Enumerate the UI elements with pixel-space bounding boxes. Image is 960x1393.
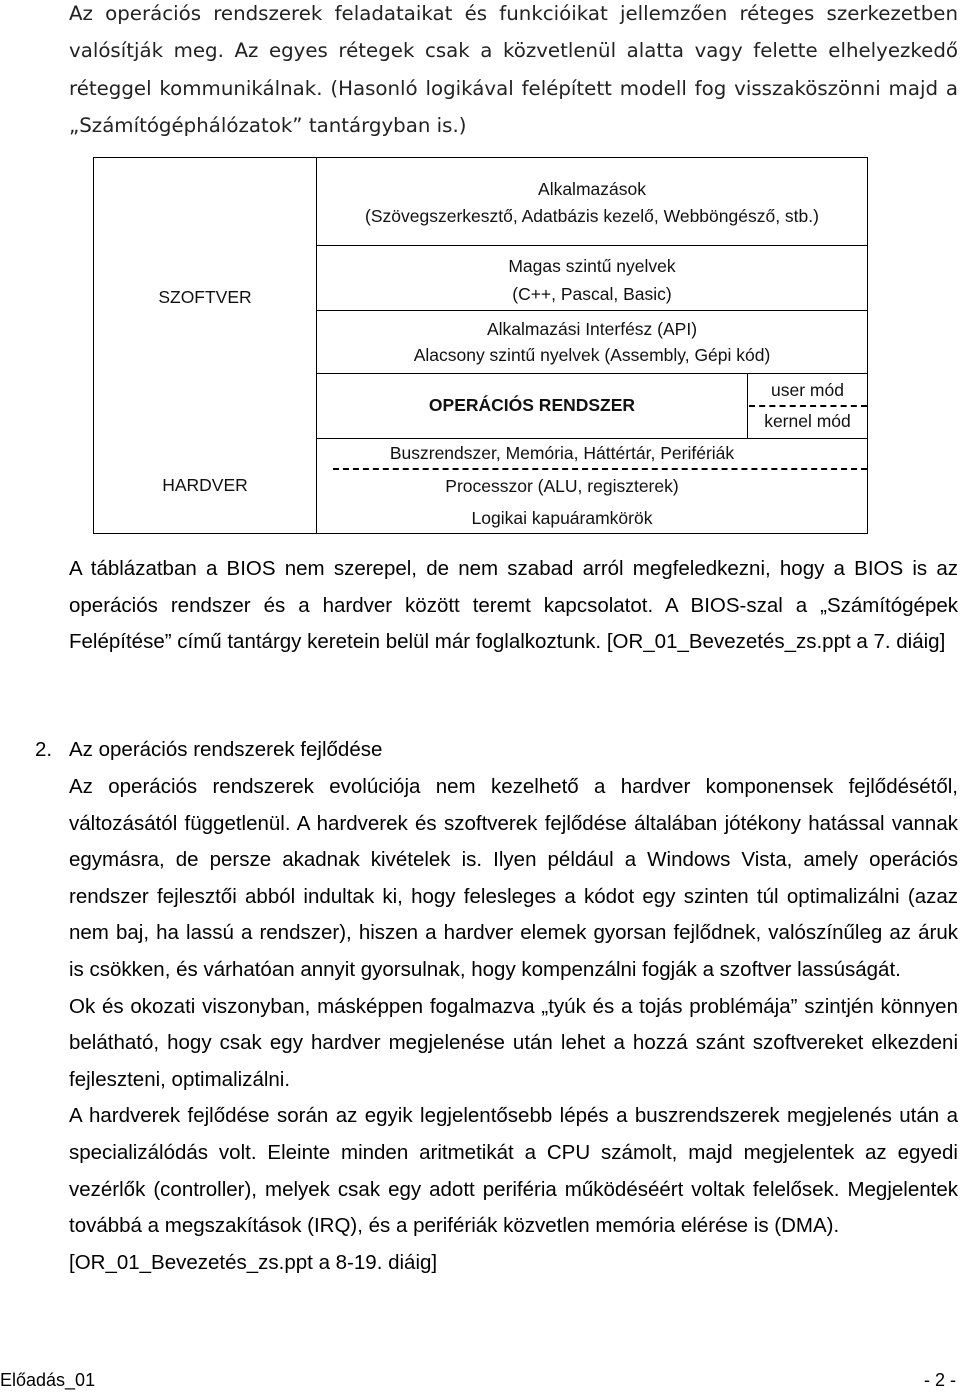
low-level-languages-label: Alacsony szintű nyelvek (Assembly, Gépi kód) — [413, 345, 771, 365]
section-number: 2. — [35, 738, 53, 761]
section-paragraph: A hardverek fejlődése során az egyik legjelentősebb lépés a buszrendszerek megjelenés után a specializálódás volt. Eleinte minden aritmetikát a CPU számolt, majd megjelentek az egyedi vezérlők (controller), melyek csak egy adott periféria működéséért voltak felelősek. Megjelentek továbbá a megszakítások (IRQ), és a perifériák közvetlen memória elérése is (DMA). — [69, 1104, 958, 1238]
applications-title: Alkalmazások — [538, 179, 646, 199]
user-mode-label: user mód — [771, 380, 844, 400]
section-paragraph: Az operációs rendszerek evolúciója nem kezelhető a hardver komponensek fejlődésétől, változásától függetlenül. A hardverek és szoftverek fejlődése általában jótékony hatással vannak egymásra, de persze akadnak kivételek is. Ilyen például a Windows Vista, amely operációs rendszer fejlesztői abból indultak ki, hogy felesleges a kódot egy szinten túl optimalizálni (azaz nem baj, ha lassú a rendszer), hiszen a hardver elemek gyorsan fejlődnek, valószínűleg az áruk is csökken, és várhatóan annyit gyorsulnak, hogy kompenzálni fogják a szoftver lassúságát. — [69, 775, 958, 981]
section-paragraph: Ok és okozati viszonyban, másképpen fogalmazva „tyúk és a tojás problémája” szintjén könnyen belátható, hogy csak egy hardver megjelenése után lehet a hozzá szánt szoftvereket elkezdeni fejleszteni, optimalizálni. — [69, 994, 958, 1091]
high-level-languages-title: Magas szintű nyelvek — [508, 256, 676, 276]
section-body — [69, 769, 958, 1281]
section-heading — [35, 732, 382, 769]
operating-system-label: OPERÁCIÓS RENDSZER — [428, 395, 636, 415]
layer-high-level-languages — [316, 245, 868, 311]
diagram-right-column — [316, 157, 868, 534]
bus-label: Buszrendszer, Memória, Háttértár, Perifériák — [389, 443, 735, 463]
layer-mode — [747, 373, 868, 439]
section-reference: [OR_01_Bevezetés_zs.ppt a 8-19. diáig] — [69, 1250, 438, 1274]
high-level-languages-examples: (C++, Pascal, Basic) — [512, 284, 672, 304]
user-kernel-divider — [749, 405, 867, 407]
intro-paragraph: Az operációs rendszerek feladataikat és funkcióikat jellemzően réteges szerkezetben valósítják meg. Az egyes rétegek csak a közvetlenül alatta vagy felette elhelyezkedő réteggel kommunikálnak. (Hasonló logikával felépített modell fog visszaköszönni majd a „Számítógéphálózatok” tantárgyban is.) — [69, 2, 958, 137]
layer-operating-system — [316, 373, 748, 439]
footer-lecture-label: Előadás_01 — [0, 1370, 96, 1390]
bios-paragraph: A táblázatban a BIOS nem szerepel, de nem szabad arról megfeledkezni, hogy a BIOS is az operációs rendszer és a hardver között teremt kapcsolatot. A BIOS-szal a „Számítógépek Felépítése” című tantárgy keretein belül már foglalkoztunk. [OR_01_Bevezetés_zs.ppt a 7. diáig] — [69, 557, 958, 654]
diagram-left-column — [93, 157, 317, 534]
api-label: Alkalmazási Interfész (API) — [486, 319, 698, 339]
section-title: Az operációs rendszerek fejlődése — [69, 738, 383, 761]
logic-gates-label: Logikai kapuáramkörök — [471, 508, 653, 528]
hardware-label: HARDVER — [162, 475, 248, 495]
layer-applications — [316, 157, 868, 246]
software-label: SZOFTVER — [158, 287, 252, 307]
software-hardware-divider — [333, 468, 867, 470]
kernel-mode-label: kernel mód — [764, 411, 851, 431]
applications-examples: (Szövegszerkesztő, Adatbázis kezelő, Webböngésző, stb.) — [365, 206, 819, 226]
processor-label: Processzor (ALU, regiszterek) — [445, 476, 679, 496]
footer-page-number: - 2 - — [923, 1370, 956, 1390]
